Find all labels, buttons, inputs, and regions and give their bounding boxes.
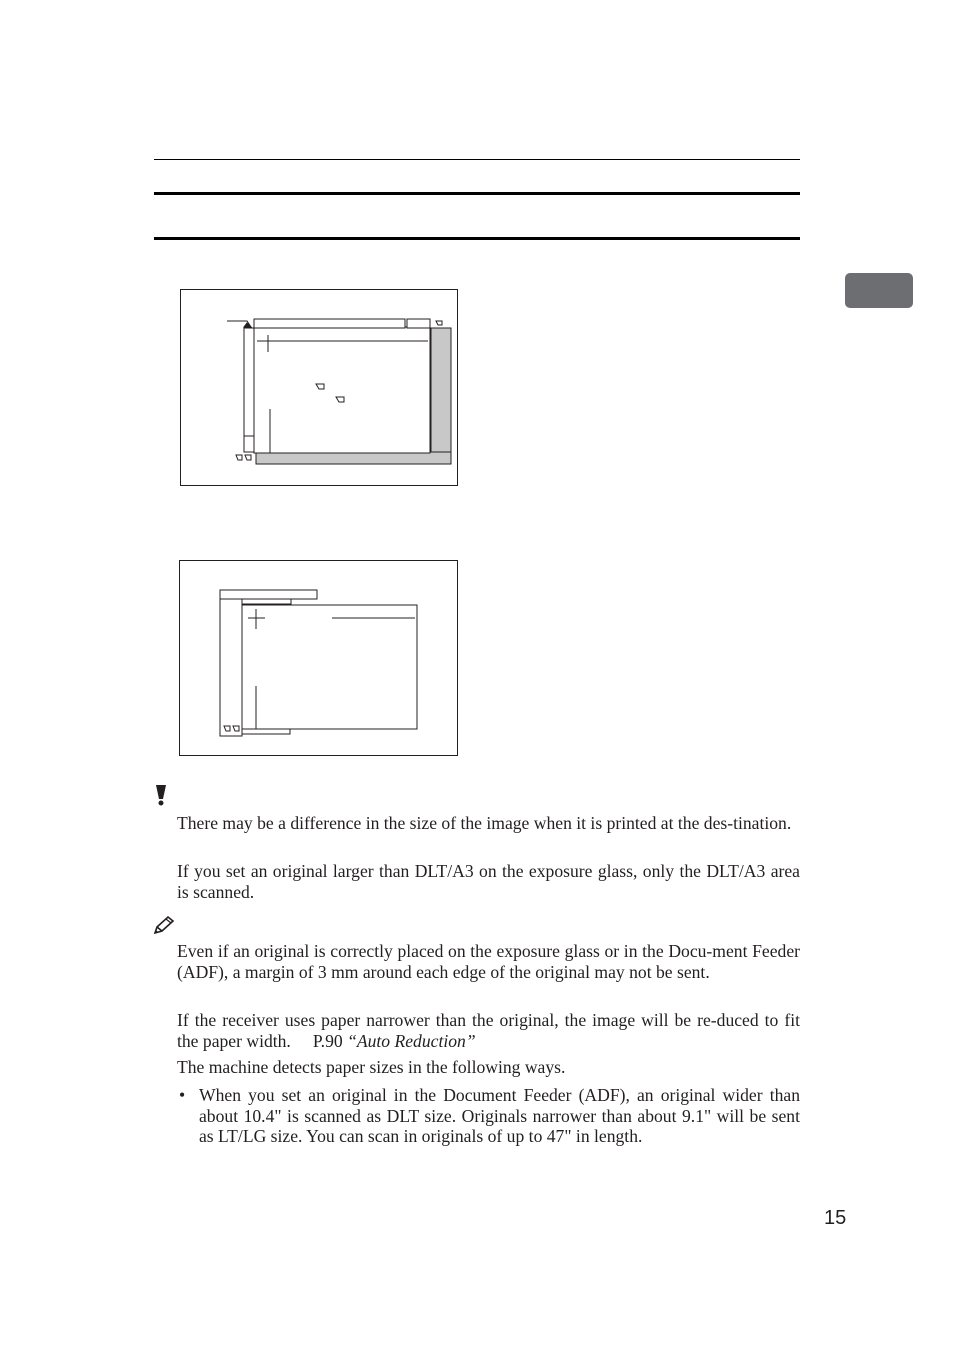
reference-prefix: If the receiver uses paper narrower than the original, the image will be re-duced to fit the paper width. [177,1010,800,1051]
header-thin-rule [154,159,800,160]
reference-title[interactable]: “Auto Reduction” [347,1030,476,1051]
header-thick-rule-bottom [154,237,800,240]
reference-arrow-icon [293,1035,309,1049]
document-feeder-figure [179,560,458,756]
bullet-text: When you set an original in the Document Feeder (ADF), an original wider than about 10.4" is scanned as DLT size. Originals narrower than about 9.1" will be sent as LT/LG size. You can scan in originals of up to 47" in length. [199,1085,800,1147]
page-number: 15 [824,1207,847,1229]
limitation-paragraph-1: There may be a difference in the size of the image when it is printed at the des-tination. [177,813,792,833]
bullet-dot: • [179,1085,186,1105]
limitation-icon [153,784,169,806]
reference-page[interactable]: P.90 [312,1030,343,1051]
pencil-note-icon [153,915,175,935]
note-paragraph-2: The machine detects paper sizes in the following ways. [177,1057,566,1077]
note-paragraph-1: Even if an original is correctly placed on the exposure glass or in the Docu-ment Feeder (ADF), a margin of 3 mm around each edge of the original may not be sent. [177,941,800,982]
exposure-glass-figure [180,289,458,486]
exposure-glass-diagram [181,290,457,485]
header-thick-rule-top [154,192,800,195]
limitation-paragraph-2: If you set an original larger than DLT/A3 on the exposure glass, only the DLT/A3 area is scanned. [177,861,800,902]
chapter-tab [845,273,913,308]
document-feeder-diagram [180,561,457,755]
note-paragraph-reference [177,1010,800,1051]
